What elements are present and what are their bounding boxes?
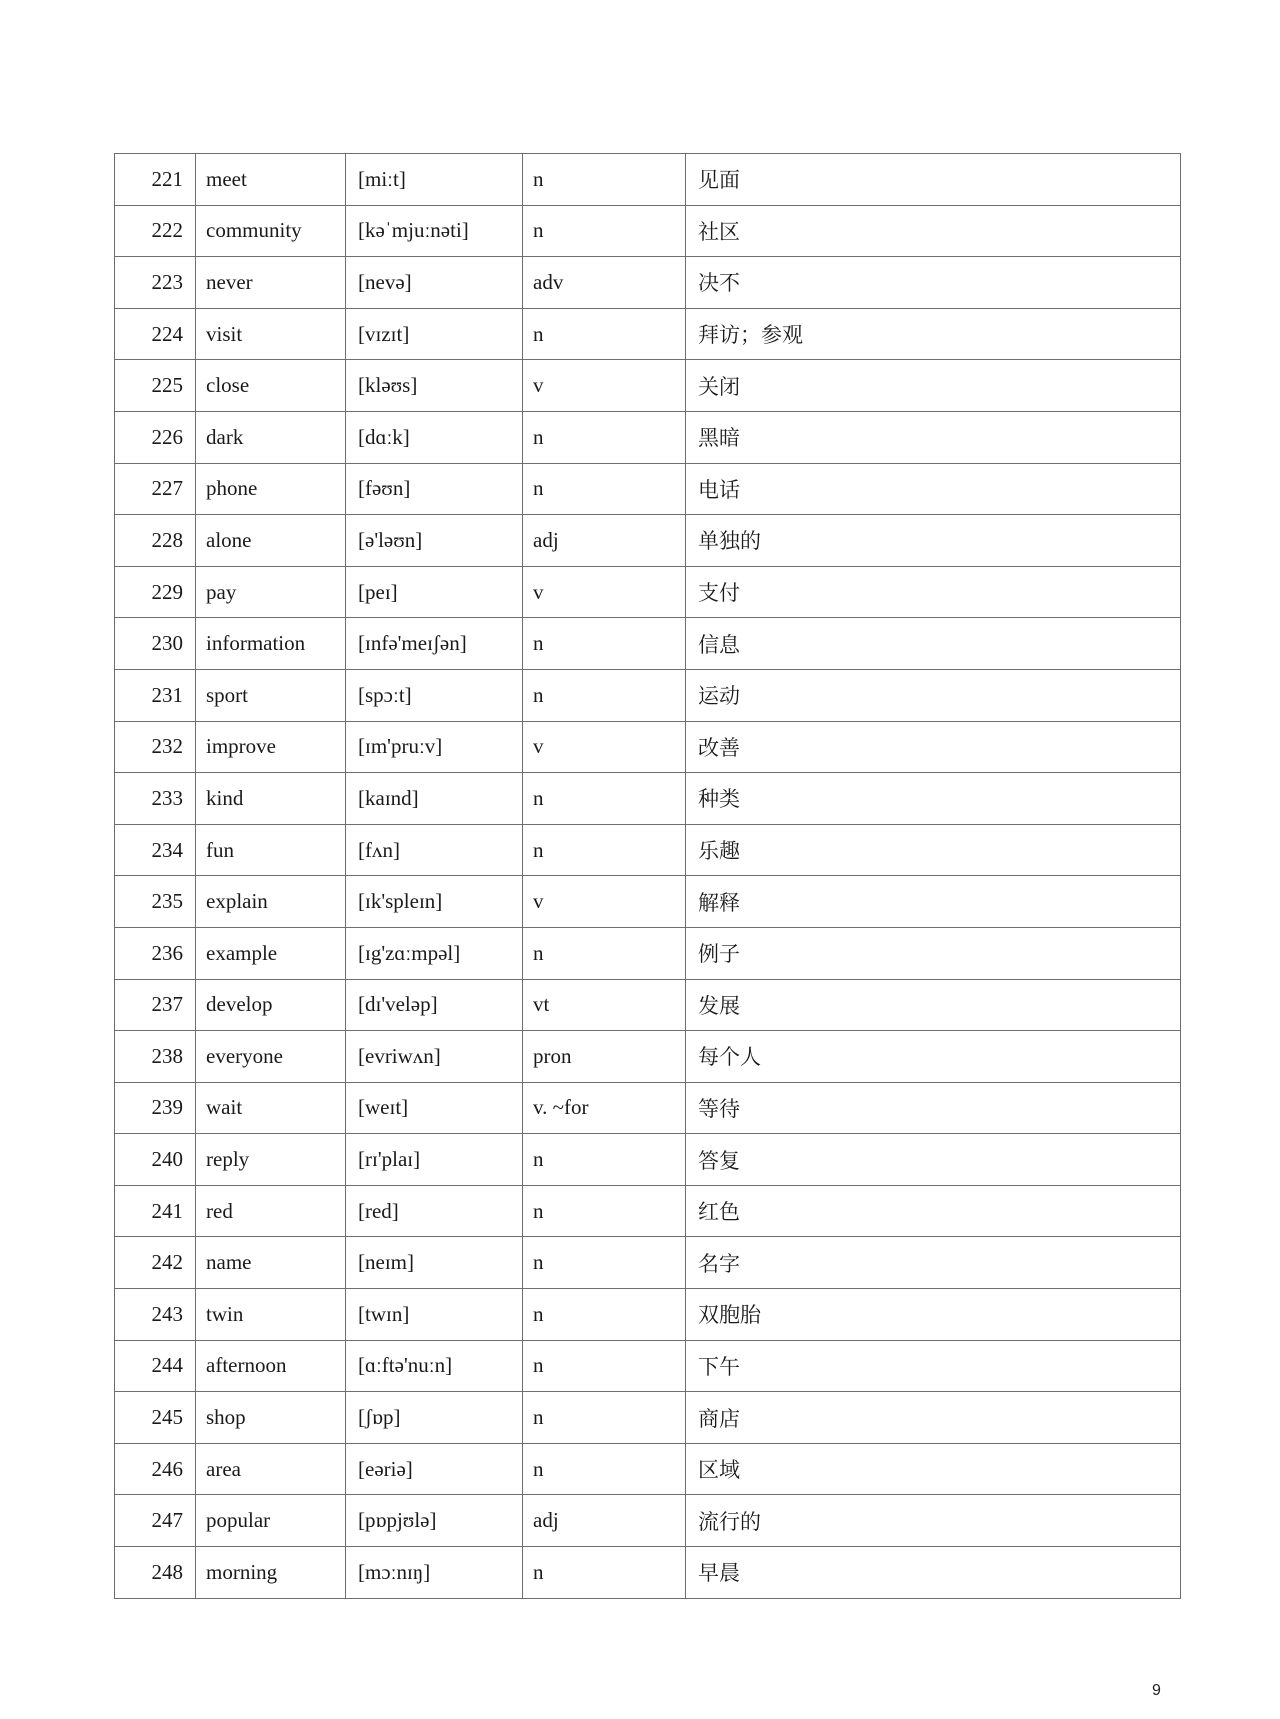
phonetic-transcription: [evriwʌn] [346, 1031, 523, 1083]
row-number: 227 [115, 463, 196, 515]
row-number: 237 [115, 979, 196, 1031]
chinese-meaning: 拜访；参观 [686, 308, 1181, 360]
chinese-meaning: 决不 [686, 257, 1181, 309]
chinese-meaning: 支付 [686, 566, 1181, 618]
phonetic-transcription: [dɪ'veləp] [346, 979, 523, 1031]
phonetic-transcription: [kləʊs] [346, 360, 523, 412]
english-word: wait [196, 1082, 346, 1134]
english-word: afternoon [196, 1340, 346, 1392]
chinese-meaning: 等待 [686, 1082, 1181, 1134]
phonetic-transcription: [ɪg'zɑːmpəl] [346, 927, 523, 979]
row-number: 234 [115, 824, 196, 876]
part-of-speech: n [523, 1289, 686, 1341]
english-word: red [196, 1185, 346, 1237]
chinese-meaning: 信息 [686, 618, 1181, 670]
table-row [115, 411, 1181, 463]
row-number: 240 [115, 1134, 196, 1186]
part-of-speech: pron [523, 1031, 686, 1083]
row-number: 228 [115, 515, 196, 567]
table-row [115, 1082, 1181, 1134]
phonetic-transcription: [nevə] [346, 257, 523, 309]
chinese-meaning: 名字 [686, 1237, 1181, 1289]
part-of-speech: v [523, 721, 686, 773]
phonetic-transcription: [ɪm'pruːv] [346, 721, 523, 773]
row-number: 235 [115, 876, 196, 928]
english-word: twin [196, 1289, 346, 1341]
row-number: 222 [115, 205, 196, 257]
table-row [115, 1185, 1181, 1237]
part-of-speech: n [523, 411, 686, 463]
phonetic-transcription: [eəriə] [346, 1443, 523, 1495]
row-number: 225 [115, 360, 196, 412]
english-word: meet [196, 154, 346, 206]
english-word: phone [196, 463, 346, 515]
phonetic-transcription: [neɪm] [346, 1237, 523, 1289]
table-row [115, 463, 1181, 515]
table-row [115, 979, 1181, 1031]
part-of-speech: n [523, 927, 686, 979]
row-number: 226 [115, 411, 196, 463]
part-of-speech: n [523, 824, 686, 876]
row-number: 242 [115, 1237, 196, 1289]
phonetic-transcription: [peɪ] [346, 566, 523, 618]
part-of-speech: n [523, 308, 686, 360]
phonetic-transcription: [vɪzɪt] [346, 308, 523, 360]
part-of-speech: adj [523, 515, 686, 567]
table-row [115, 1031, 1181, 1083]
phonetic-transcription: [ɪnfə'meɪʃən] [346, 618, 523, 670]
english-word: name [196, 1237, 346, 1289]
part-of-speech: n [523, 1392, 686, 1444]
chinese-meaning: 黑暗 [686, 411, 1181, 463]
part-of-speech: n [523, 1340, 686, 1392]
row-number: 238 [115, 1031, 196, 1083]
row-number: 244 [115, 1340, 196, 1392]
chinese-meaning: 解释 [686, 876, 1181, 928]
english-word: sport [196, 669, 346, 721]
row-number: 223 [115, 257, 196, 309]
row-number: 236 [115, 927, 196, 979]
english-word: example [196, 927, 346, 979]
english-word: fun [196, 824, 346, 876]
phonetic-transcription: [ɑːftə'nuːn] [346, 1340, 523, 1392]
part-of-speech: n [523, 618, 686, 670]
table-row [115, 257, 1181, 309]
row-number: 233 [115, 773, 196, 825]
phonetic-transcription: [red] [346, 1185, 523, 1237]
table-row [115, 1495, 1181, 1547]
english-word: never [196, 257, 346, 309]
chinese-meaning: 电话 [686, 463, 1181, 515]
english-word: pay [196, 566, 346, 618]
table-row [115, 927, 1181, 979]
chinese-meaning: 发展 [686, 979, 1181, 1031]
chinese-meaning: 答复 [686, 1134, 1181, 1186]
phonetic-transcription: [fʌn] [346, 824, 523, 876]
row-number: 239 [115, 1082, 196, 1134]
part-of-speech: n [523, 1443, 686, 1495]
row-number: 224 [115, 308, 196, 360]
phonetic-transcription: [kaɪnd] [346, 773, 523, 825]
part-of-speech: n [523, 1547, 686, 1599]
phonetic-transcription: [rɪ'plaɪ] [346, 1134, 523, 1186]
phonetic-transcription: [kəˈmjuːnəti] [346, 205, 523, 257]
chinese-meaning: 双胞胎 [686, 1289, 1181, 1341]
phonetic-transcription: [miːt] [346, 154, 523, 206]
part-of-speech: adj [523, 1495, 686, 1547]
part-of-speech: v [523, 360, 686, 412]
chinese-meaning: 每个人 [686, 1031, 1181, 1083]
table-row [115, 360, 1181, 412]
table-row [115, 205, 1181, 257]
row-number: 230 [115, 618, 196, 670]
row-number: 232 [115, 721, 196, 773]
english-word: everyone [196, 1031, 346, 1083]
chinese-meaning: 红色 [686, 1185, 1181, 1237]
phonetic-transcription: [ə'ləʊn] [346, 515, 523, 567]
table-row [115, 824, 1181, 876]
part-of-speech: n [523, 773, 686, 825]
chinese-meaning: 种类 [686, 773, 1181, 825]
english-word: reply [196, 1134, 346, 1186]
part-of-speech: n [523, 154, 686, 206]
english-word: information [196, 618, 346, 670]
row-number: 243 [115, 1289, 196, 1341]
part-of-speech: vt [523, 979, 686, 1031]
table-row [115, 1443, 1181, 1495]
phonetic-transcription: [ɪk'spleɪn] [346, 876, 523, 928]
row-number: 221 [115, 154, 196, 206]
table-row [115, 618, 1181, 670]
english-word: develop [196, 979, 346, 1031]
part-of-speech: v [523, 876, 686, 928]
chinese-meaning: 运动 [686, 669, 1181, 721]
english-word: morning [196, 1547, 346, 1599]
table-row [115, 1392, 1181, 1444]
table-row [115, 1289, 1181, 1341]
english-word: alone [196, 515, 346, 567]
phonetic-transcription: [weɪt] [346, 1082, 523, 1134]
row-number: 231 [115, 669, 196, 721]
part-of-speech: n [523, 205, 686, 257]
row-number: 246 [115, 1443, 196, 1495]
table-row [115, 876, 1181, 928]
vocabulary-table [114, 153, 1181, 1599]
phonetic-transcription: [spɔːt] [346, 669, 523, 721]
chinese-meaning: 乐趣 [686, 824, 1181, 876]
table-row [115, 1547, 1181, 1599]
english-word: community [196, 205, 346, 257]
vocabulary-table-body [115, 154, 1181, 1599]
row-number: 229 [115, 566, 196, 618]
phonetic-transcription: [pɒpjʊlə] [346, 1495, 523, 1547]
row-number: 247 [115, 1495, 196, 1547]
part-of-speech: v [523, 566, 686, 618]
table-row [115, 721, 1181, 773]
table-row [115, 566, 1181, 618]
row-number: 245 [115, 1392, 196, 1444]
table-row [115, 669, 1181, 721]
part-of-speech: adv [523, 257, 686, 309]
english-word: popular [196, 1495, 346, 1547]
part-of-speech: n [523, 669, 686, 721]
chinese-meaning: 区域 [686, 1443, 1181, 1495]
english-word: close [196, 360, 346, 412]
part-of-speech: v. ~for [523, 1082, 686, 1134]
table-row [115, 1237, 1181, 1289]
part-of-speech: n [523, 1134, 686, 1186]
table-row [115, 308, 1181, 360]
chinese-meaning: 单独的 [686, 515, 1181, 567]
chinese-meaning: 见面 [686, 154, 1181, 206]
chinese-meaning: 关闭 [686, 360, 1181, 412]
chinese-meaning: 改善 [686, 721, 1181, 773]
english-word: shop [196, 1392, 346, 1444]
chinese-meaning: 例子 [686, 927, 1181, 979]
english-word: kind [196, 773, 346, 825]
chinese-meaning: 下午 [686, 1340, 1181, 1392]
part-of-speech: n [523, 1237, 686, 1289]
table-row [115, 1340, 1181, 1392]
phonetic-transcription: [mɔːnɪŋ] [346, 1547, 523, 1599]
english-word: improve [196, 721, 346, 773]
phonetic-transcription: [dɑːk] [346, 411, 523, 463]
english-word: dark [196, 411, 346, 463]
row-number: 248 [115, 1547, 196, 1599]
part-of-speech: n [523, 1185, 686, 1237]
phonetic-transcription: [ʃɒp] [346, 1392, 523, 1444]
table-row [115, 515, 1181, 567]
english-word: area [196, 1443, 346, 1495]
chinese-meaning: 社区 [686, 205, 1181, 257]
table-row [115, 154, 1181, 206]
table-row [115, 1134, 1181, 1186]
chinese-meaning: 早晨 [686, 1547, 1181, 1599]
part-of-speech: n [523, 463, 686, 515]
english-word: visit [196, 308, 346, 360]
phonetic-transcription: [fəʊn] [346, 463, 523, 515]
english-word: explain [196, 876, 346, 928]
row-number: 241 [115, 1185, 196, 1237]
page-number: 9 [1152, 1682, 1161, 1699]
chinese-meaning: 流行的 [686, 1495, 1181, 1547]
table-row [115, 773, 1181, 825]
chinese-meaning: 商店 [686, 1392, 1181, 1444]
phonetic-transcription: [twɪn] [346, 1289, 523, 1341]
